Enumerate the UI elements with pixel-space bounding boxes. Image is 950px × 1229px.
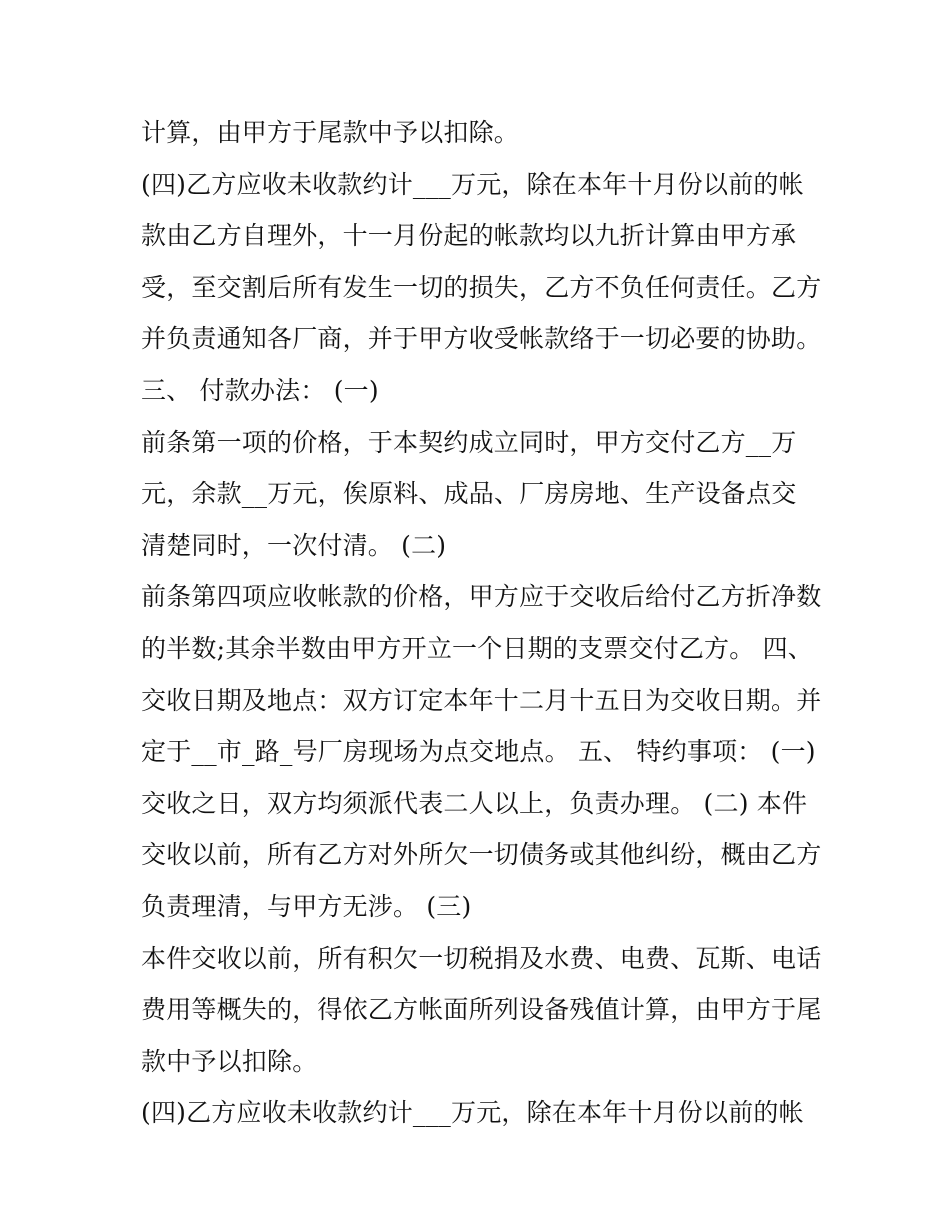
text-line: 的半数;其余半数由甲方开立一个日期的支票交付乙方。 四、: [141, 633, 813, 663]
document-body: [141, 107, 831, 1139]
text-line: 前条第四项应收帐款的价格，甲方应于交收后给付乙方折净数: [141, 582, 822, 612]
text-line: 定于__市_路_号厂房现场为点交地点。 五、 特约事项： (一): [141, 737, 816, 767]
text-line: 清楚同时，一次付清。 (二): [141, 530, 447, 560]
text-line: 元，余款__万元，俟原料、成品、厂房房地、生产设备点交: [141, 479, 797, 509]
text-line: 负责理清，与甲方无涉。 (三): [141, 891, 472, 921]
text-line: 计算，由甲方于尾款中予以扣除。: [141, 118, 520, 147]
text-line: 并负责通知各厂商，并于甲方收受帐款络于一切必要的协助。: [141, 324, 822, 354]
text-line: (四)乙方应收未收款约计___万元，除在本年十月份以前的帐: [141, 169, 804, 199]
text-line: 费用等概失的，得依乙方帐面所列设备残值计算，由甲方于尾: [141, 995, 822, 1025]
text-line: 交收日期及地点：双方订定本年十二月十五日为交收日期。并: [141, 685, 822, 715]
text-line: 款中予以扣除。: [141, 1046, 318, 1076]
text-line: 交收以前，所有乙方对外所欠一切债务或其他纠纷，概由乙方: [141, 840, 822, 870]
text-line: 前条第一项的价格，于本契约成立同时，甲方交付乙方__万: [141, 427, 797, 457]
text-line: 三、 付款办法： (一): [141, 375, 379, 405]
text-line: 款由乙方自理外，十一月份起的帐款均以九折计算由甲方承: [141, 221, 797, 251]
text-line: (四)乙方应收未收款约计___万元，除在本年十月份以前的帐: [141, 1098, 804, 1128]
text-line: 交收之日，双方均须派代表二人以上，负责办理。 (二) 本件: [141, 788, 808, 818]
text-line: 本件交收以前，所有积欠一切税捐及水费、电费、瓦斯、电话: [141, 943, 822, 973]
text-line: 受，至交割后所有发生一切的损失，乙方不负任何责任。乙方: [141, 272, 822, 302]
